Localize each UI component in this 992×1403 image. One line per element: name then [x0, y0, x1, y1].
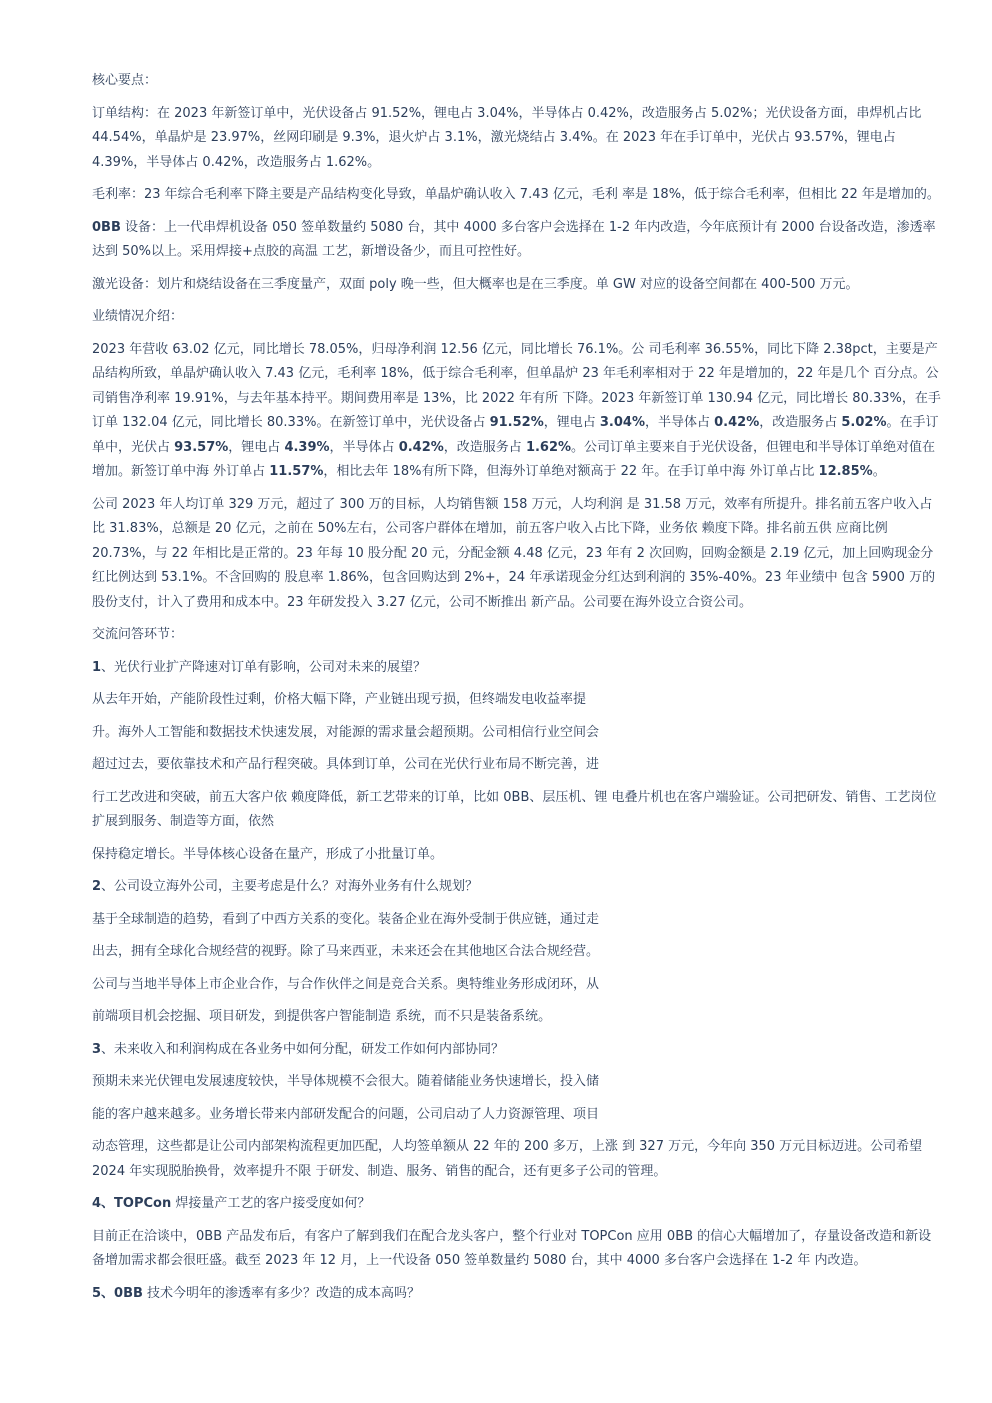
- paragraph-gross-margin: 毛利率：23 年综合毛利率下降主要是产品结构变化导致，单晶炉确认收入 7.43 亿元，毛利 率是 18%，低于综合毛利率，但相比 22 年是增加的。: [92, 187, 940, 202]
- section-heading-core: 核心要点：: [92, 73, 158, 88]
- question-number: 2: [92, 879, 102, 894]
- perf-highlight: 0.42%: [714, 415, 760, 430]
- question-4: [92, 1192, 942, 1217]
- perf-text: ，锂电占: [543, 415, 600, 430]
- perf-highlight: 1.62%: [525, 439, 572, 455]
- perf-highlight: 93.57%: [174, 439, 229, 455]
- question-text: 、未来收入和利润构成在各业务中如何分配，研发工作如何内部协同？: [101, 1041, 505, 1057]
- question-number: 3: [92, 1041, 102, 1057]
- question-number: 1: [92, 659, 102, 675]
- perf-highlight: 12.85%: [818, 464, 873, 479]
- section-heading-performance: 业绩情况介绍：: [92, 309, 184, 324]
- section-heading-qa: 交流问答环节：: [92, 627, 184, 642]
- question-text: 、光伏行业扩产降速对订单有影响，公司对未来的展望？: [101, 659, 427, 675]
- perf-highlight: 4.39%: [284, 439, 330, 455]
- answer-1-line: 超过过去，要依靠技术和产品行程突破。具体到订单，公司在光伏行业布局不断完善，进: [92, 757, 600, 772]
- perf-highlight: 91.52%: [489, 415, 544, 430]
- answer-3-line: 能的客户越来越多。业务增长带来内部研发配合的问题，公司启动了人力资源管理、项目: [92, 1106, 600, 1122]
- paragraph-order-structure: 订单结构：在 2023 年新签订单中，光伏设备占 91.52%，锂电占 3.04%，半导体占 0.42%，改造服务占 5.02%；光伏设备方面，串焊机占比 44.54%，单晶炉是 23.97%，丝网印刷是 9.3%，退火炉占 3.1%，激光烧结占 3.4%。在 2023 年在手订单中，光伏占 93.57%，锂电占 4.39%，半导体占 0.42%，改造服务占 1.62%。: [92, 105, 922, 170]
- question-keyword: 、0BB: [101, 1285, 143, 1301]
- perf-text: ，半导体占: [329, 439, 399, 455]
- paragraph-performance-efficiency: 公司 2023 年人均订单 329 万元，超过了 300 万的目标，人均销售额 158 万元，人均利润 是 31.58 万元，效率有所提升。排名前五客户收入占比 31.83%，总额是 20 亿元，之前在 50%左右，公司客户群体在增加，前五客户收入占比下降，业务依 赖度下降。排名前五供 应商比例 20.73%，与 22 年相比是正常的。23 年每 10 股分配 20 元，分配金额 4.48 亿元，23 年有 2 次回购，回购金额是 2.19 亿元，加上回购现金分红比例达到 53.1%。不含回购的 股息率 1.86%，包含回购达到 2%+，24 年承诺现金分红达到利润的 35%-40%。23 年业绩中 包含 5900 万的股份支付，计入了费用和成本中。23 年研发投入 3.27 亿元，公司不断推出 新产品。公司要在海外设立合资公司。: [92, 496, 936, 610]
- perf-text: ，改造服务占: [759, 415, 842, 430]
- obb-label: 0BB: [92, 219, 121, 235]
- perf-text: ，改造服务占: [443, 439, 526, 455]
- answer-1-line: 升。海外人工智能和数据技术快速发展，对能源的需求量会超预期。公司相信行业空间会: [92, 724, 600, 740]
- paragraph-obb-equipment: [92, 216, 942, 265]
- perf-text: ，相比去年 18%有所下降，但海外订单绝对额高于 22 年。在手订单中海 外订单占比: [323, 464, 819, 479]
- answer-1-line: 从去年开始，产能阶段性过剩，价格大幅下降，产业链出现亏损，但终端发电收益率提: [92, 692, 587, 707]
- question-1: [92, 656, 942, 681]
- answer-2-line: 前端项目机会挖掘、项目研发，到提供客户智能制造 系统，而不只是装备系统。: [92, 1009, 552, 1024]
- answer-3-line: 动态管理，这些都是让公司内部架构流程更加匹配，人均签单额从 22 年的 200 多万，上涨 到 327 万元，今年向 350 万元目标迈进。公司希望 2024 年实现脱胎换骨，效率提升不限 于研发、制造、服务、销售的配合，还有更多子公司的管理。: [92, 1139, 923, 1179]
- question-number: 4: [92, 1196, 102, 1211]
- perf-text: 。公司订单主要来自于光伏设备，但锂电和半导体订单绝对值在增加。新签订单中海 外订单占: [92, 439, 936, 479]
- answer-3-line: 预期未来光伏锂电发展速度较快，半导体规模不会很大。随着储能业务快速增长，投入储: [92, 1074, 600, 1089]
- question-keyword: 、TOPCon: [101, 1196, 172, 1211]
- perf-text: 。: [872, 464, 886, 479]
- question-3: [92, 1038, 942, 1063]
- paragraph-performance-revenue: [92, 338, 942, 485]
- perf-text: 。在手订单中，光伏占: [92, 415, 939, 455]
- question-text: 技术今明年的渗透率有多少？改造的成本高吗？: [142, 1285, 421, 1301]
- perf-highlight: 5.02%: [841, 415, 887, 430]
- question-text: 、公司设立海外公司，主要考虑是什么？对海外业务有什么规划？: [101, 879, 479, 894]
- question-text: 焊接量产工艺的客户接受度如何？: [171, 1196, 371, 1211]
- answer-2-line: 基于全球制造的趋势，看到了中西方关系的变化。装备企业在海外受制于供应链，通过走: [92, 911, 600, 927]
- perf-text: ，锂电占: [228, 439, 285, 455]
- paragraph-laser-equipment: 激光设备：划片和烧结设备在三季度量产，双面 poly 晚一些，但大概率也是在三季度。单 GW 对应的设备空间都在 400-500 万元。: [92, 276, 859, 292]
- perf-highlight: 11.57%: [269, 464, 324, 479]
- question-2: [92, 875, 942, 900]
- answer-1-line: 保持稳定增长。半导体核心设备在量产，形成了小批量订单。: [92, 846, 444, 862]
- perf-highlight: 0.42%: [398, 439, 444, 455]
- answer-1-line: 行工艺改进和突破，前五大客户依 赖度降低，新工艺带来的订单，比如 0BB、层压机、锂 电叠片机也在客户端验证。公司把研发、销售、工艺岗位扩展到服务、制造等方面，依然: [92, 789, 937, 829]
- question-5: [92, 1282, 942, 1307]
- perf-text: 2023 年营收 63.02 亿元，同比增长 78.05%，归母净利润 12.56 亿元，同比增长 76.1%。公 司毛利率 36.55%，同比下降 2.38pct，主要是产品结构所致，单晶炉确认收入 7.43 亿元，毛利率 18%，低于综合毛利率，但单晶炉 23 年毛利率相对于 22 年是增加的，22 年是几个 百分点。公司销售净利率 19.91%，与去年基本持平。期间费用率是 13%，比 2022 年有所 下降。2023 年新签订单 130.94 亿元，同比增长 80.33%，在手订单 132.04 亿元，同比增长 80.33%。在新签订单中，光伏设备占: [92, 341, 941, 430]
- obb-text: 设备：上一代串焊机设备 050 签单数量约 5080 台，其中 4000 多台客户会选择在 1-2 年内改造，今年底预计有 2000 台设备改造，渗透率达到 50%以上。采用焊接+点胶的高温 工艺，新增设备少，而且可控性好。: [92, 219, 936, 259]
- question-number: 5: [92, 1285, 102, 1301]
- answer-4-line: 目前正在洽谈中，0BB 产品发布后，有客户了解到我们在配合龙头客户，整个行业对 TOPCon 应用 0BB 的信心大幅增加了，存量设备改造和新设备增加需求都会很旺盛。截至 2023 年 12 月，上一代设备 050 签单数量约 5080 台，其中 4000 多台客户会选择在 1-2 年 内改造。: [92, 1228, 932, 1268]
- perf-text: ，半导体占: [645, 415, 715, 430]
- perf-highlight: 3.04%: [599, 415, 645, 430]
- answer-2-line: 出去，拥有全球化合规经营的视野。除了马来西亚，未来还会在其他地区合法合规经营。: [92, 944, 600, 959]
- answer-2-line: 公司与当地半导体上市企业合作，与合作伙伴之间是竞合关系。奥特维业务形成闭环，从: [92, 976, 600, 992]
